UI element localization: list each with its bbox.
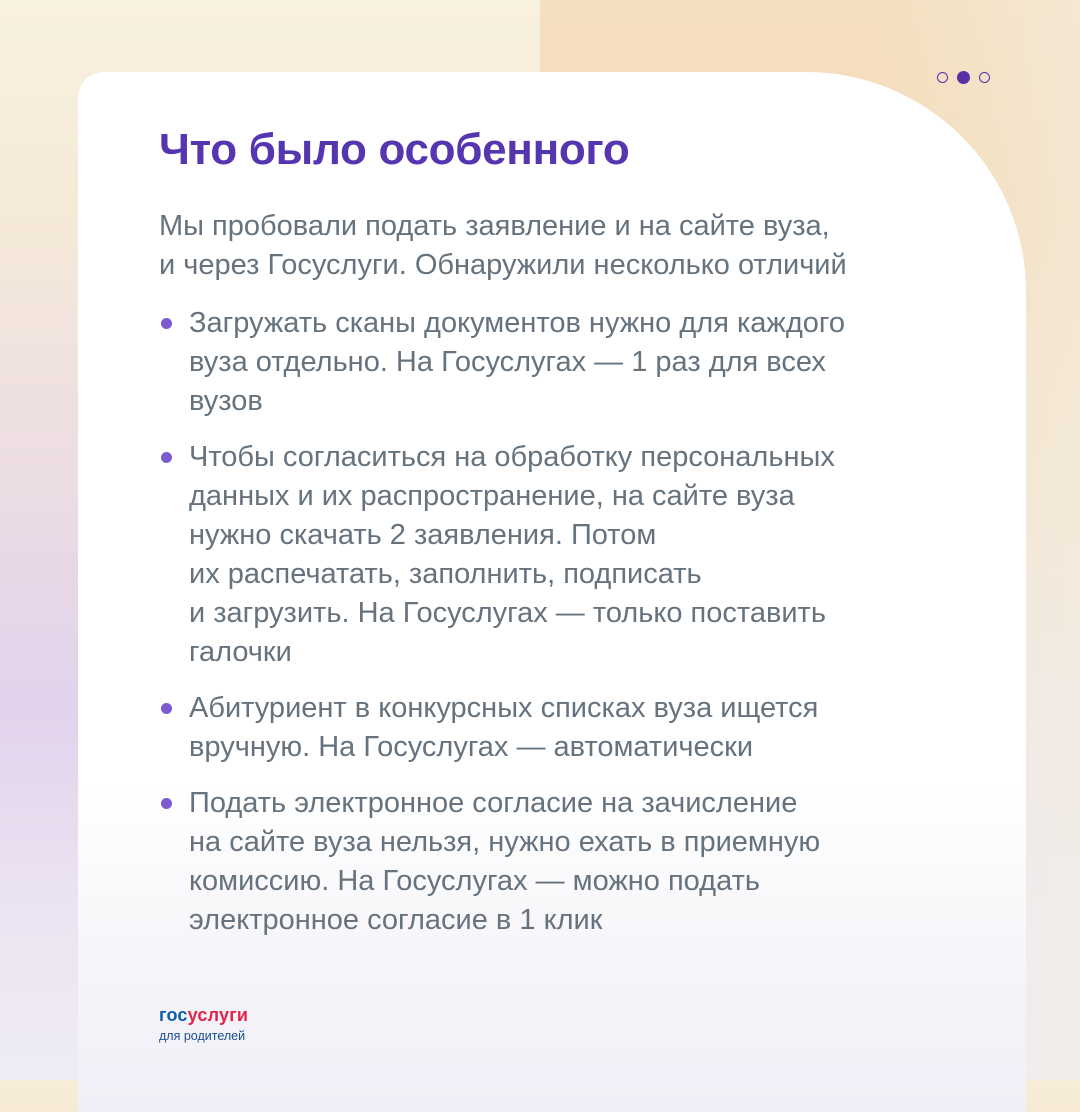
intro-line: и через Госуслуги. Обнаружили несколько отличий (159, 249, 847, 281)
list-item-line: Абитуриент в конкурсных списках вуза ищется (189, 692, 819, 724)
intro-text (159, 207, 959, 285)
list-item-line: электронное согласие в 1 клик (189, 904, 603, 936)
list-item-line: галочки (189, 636, 292, 668)
logo-part-uslugi: услуги (187, 1005, 249, 1025)
list-item-line: Подать электронное согласие на зачисление (189, 787, 798, 819)
list-item (159, 438, 969, 672)
list-item-line: вуза отдельно. На Госуслугах — 1 раз для всех (189, 346, 826, 378)
intro-line: Мы пробовали подать заявление и на сайте вуза, (159, 210, 830, 242)
gosuslugi-logo (159, 1005, 248, 1043)
differences-list (159, 304, 969, 957)
list-item-line: вручную. На Госуслугах — автоматически (189, 731, 754, 763)
bullet-dot-icon (161, 703, 172, 714)
slide-pagination (937, 71, 990, 84)
list-item-line: Чтобы согласиться на обработку персональных (189, 441, 835, 473)
logo-subtitle: для родителей (159, 1029, 246, 1043)
list-item-line: их распечатать, заполнить, подписать (189, 558, 702, 590)
list-item-line: на сайте вуза нельзя, нужно ехать в приемную (189, 826, 821, 858)
bullet-dot-icon (161, 318, 172, 329)
logo-wordmark (159, 1005, 248, 1025)
list-item (159, 304, 969, 421)
list-item-line: нужно скачать 2 заявления. Потом (189, 519, 657, 551)
list-item (159, 784, 969, 940)
logo-part-gos: гос (159, 1005, 188, 1025)
list-item (159, 689, 969, 767)
list-item-line: вузов (189, 385, 263, 417)
list-item-line: комиссию. На Госуслугах — можно подать (189, 865, 760, 897)
pagination-dot-3[interactable] (979, 72, 990, 83)
bullet-dot-icon (161, 798, 172, 809)
pagination-dot-1[interactable] (937, 72, 948, 83)
page-title: Что было особенного (159, 125, 630, 174)
list-item-line: данных и их распространение, на сайте вуза (189, 480, 795, 512)
list-item-line: Загружать сканы документов нужно для каждого (189, 307, 845, 339)
pagination-dot-2-active[interactable] (957, 71, 970, 84)
list-item-line: и загрузить. На Госуслугах — только поставить (189, 597, 826, 629)
bullet-dot-icon (161, 452, 172, 463)
